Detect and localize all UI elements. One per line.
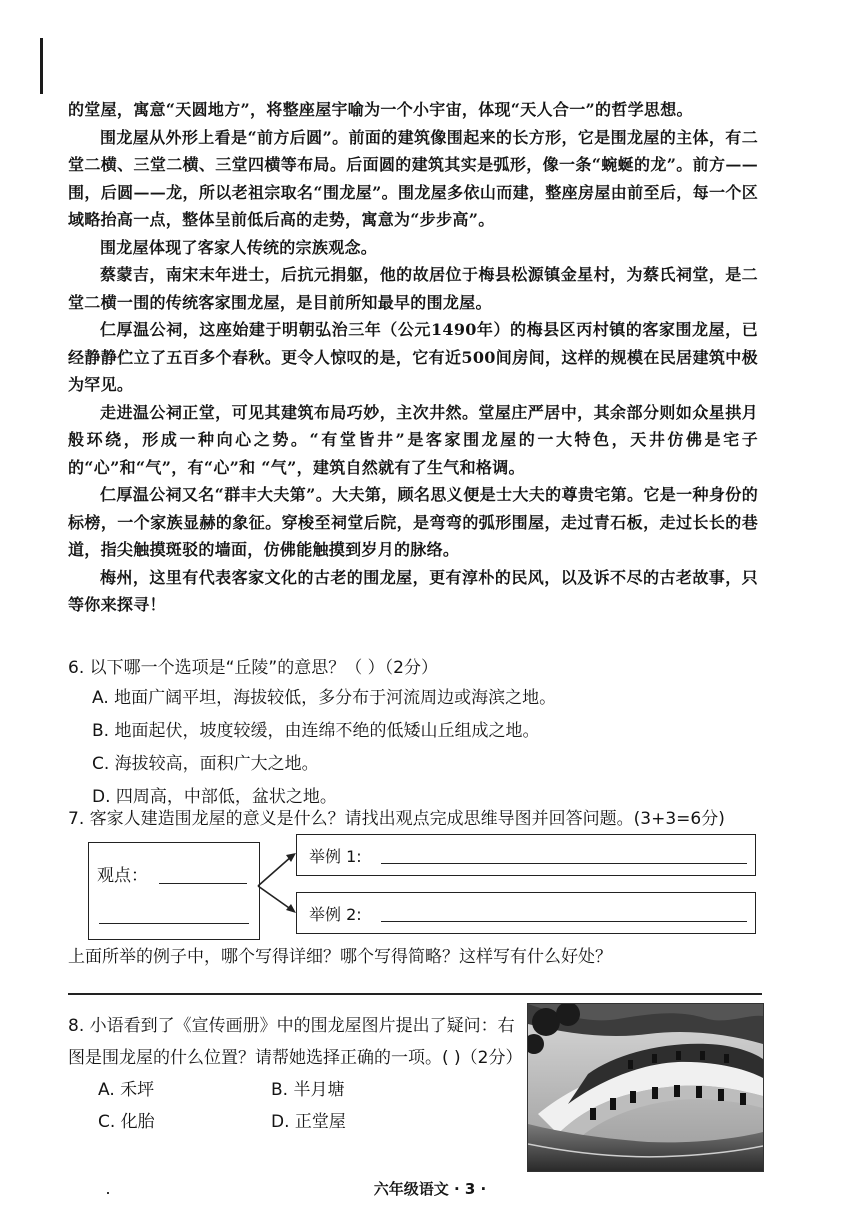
passage-paragraph: 仁厚温公祠，这座始建于明朝弘治三年（公元1490年）的梅县区丙村镇的客家围龙屋，已经静静伫立了五百多个春秋。更令人惊叹的是，它有近500间房间，这样的规模在民居建筑中极为罕见。: [68, 320, 758, 394]
page-footer: 六年级语文 · 3 ·: [373, 1180, 487, 1198]
question-8-option-b: B. 半月塘: [271, 1080, 345, 1100]
question-7-followup: 上面所举的例子中，哪个写得详细？哪个写得简略？这样写有什么好处？: [68, 947, 612, 967]
mind-map-arrows: [256, 840, 298, 920]
reading-passage: [68, 96, 758, 619]
answer-line-divider: [68, 993, 762, 995]
scan-dot: [107, 1192, 109, 1194]
passage-paragraph: 围龙屋体现了客家人传统的宗族观念。: [100, 237, 378, 257]
question-6-option-d: D. 四周高，中部低，盆状之地。: [92, 787, 337, 807]
question-6-option-a: A. 地面广阔平坦，海拔较低，多分布于河流周边或海滨之地。: [92, 688, 557, 708]
example-2-box: [296, 892, 756, 934]
question-8-option-d: D. 正堂屋: [271, 1112, 346, 1132]
passage-paragraph: 围龙屋从外形上看是“前方后圆”。前面的建筑像围起来的长方形，它是围龙屋的主体，有二堂二横、三堂二横、三堂四横等布局。后面圆的建筑其实是弧形，像一条“蜿蜒的龙”。前方——围，后圆——龙，所以老祖宗取名“围龙屋”。围龙屋多依山而建，整座房屋由前至后，每一个区域略抬高一点，整体呈前低后高的走势，寓意为“步步高”。: [68, 127, 758, 229]
question-8-stem: 8. 小语看到了《宣传画册》中的围龙屋图片提出了疑问：右图是围龙屋的什么位置？请帮她选择正确的一项。( )（2分）: [68, 1016, 523, 1068]
margin-mark: [40, 38, 43, 94]
example-1-answer-line[interactable]: [381, 863, 747, 864]
weilongwu-photo-image: [528, 1004, 763, 1171]
example-2-answer-line[interactable]: [381, 921, 747, 922]
question-7-stem: 7. 客家人建造围龙屋的意义是什么？请找出观点完成思维导图并回答问题。(3+3=6分): [68, 809, 725, 829]
question-6-stem: 6. 以下哪一个选项是“丘陵”的意思？（ ）（2分）: [68, 658, 438, 678]
passage-paragraph: 仁厚温公祠又名“群丰大夫第”。大夫第，顾名思义便是士大夫的尊贵宅第。它是一种身份的标榜，一个家族显赫的象征。穿梭至祠堂后院，是弯弯的弧形围屋，走过青石板，走过长长的巷道，指尖触摸斑驳的墙面，仿佛能触摸到岁月的脉络。: [68, 485, 758, 559]
example-1-box: [296, 834, 756, 876]
question-6: [68, 654, 556, 814]
question-8-options: [68, 1074, 518, 1140]
question-8-option-c: C. 化胎: [98, 1112, 155, 1132]
weilongwu-photo: [527, 1003, 764, 1172]
question-6-option-c: C. 海拔较高，面积广大之地。: [92, 754, 319, 774]
question-8: [68, 1010, 523, 1140]
viewpoint-box: [88, 842, 260, 940]
example-1-label: 举例 1:: [309, 847, 362, 866]
viewpoint-answer-line[interactable]: [159, 883, 247, 884]
passage-paragraph: 的堂屋，寓意“天圆地方”，将整座屋宇喻为一个小宇宙，体现“天人合一”的哲学思想。: [68, 100, 693, 119]
passage-paragraph: 蔡蒙吉，南宋末年进士，后抗元捐躯，他的故居位于梅县松源镇金星村，为蔡氏祠堂，是二堂二横一围的传统客家围龙屋，是目前所知最早的围龙屋。: [68, 265, 758, 312]
passage-paragraph: 梅州，这里有代表客家文化的古老的围龙屋，更有淳朴的民风，以及诉不尽的古老故事，只等你来探寻！: [68, 567, 758, 614]
question-6-option-b: B. 地面起伏，坡度较缓，由连绵不绝的低矮山丘组成之地。: [92, 721, 540, 741]
viewpoint-label: 观点：: [97, 866, 148, 886]
example-2-label: 举例 2:: [309, 905, 362, 924]
question-8-option-a: A. 禾坪: [98, 1080, 155, 1100]
passage-paragraph: 走进温公祠正堂，可见其建筑布局巧妙，主次井然。堂屋庄严居中，其余部分则如众星拱月般环绕，形成一种向心之势。“有堂皆井”是客家围龙屋的一大特色，天井仿佛是宅子的“心”和“气”，有“心”和 “气”，建筑自然就有了生气和格调。: [68, 402, 758, 477]
viewpoint-answer-line[interactable]: [99, 923, 249, 924]
